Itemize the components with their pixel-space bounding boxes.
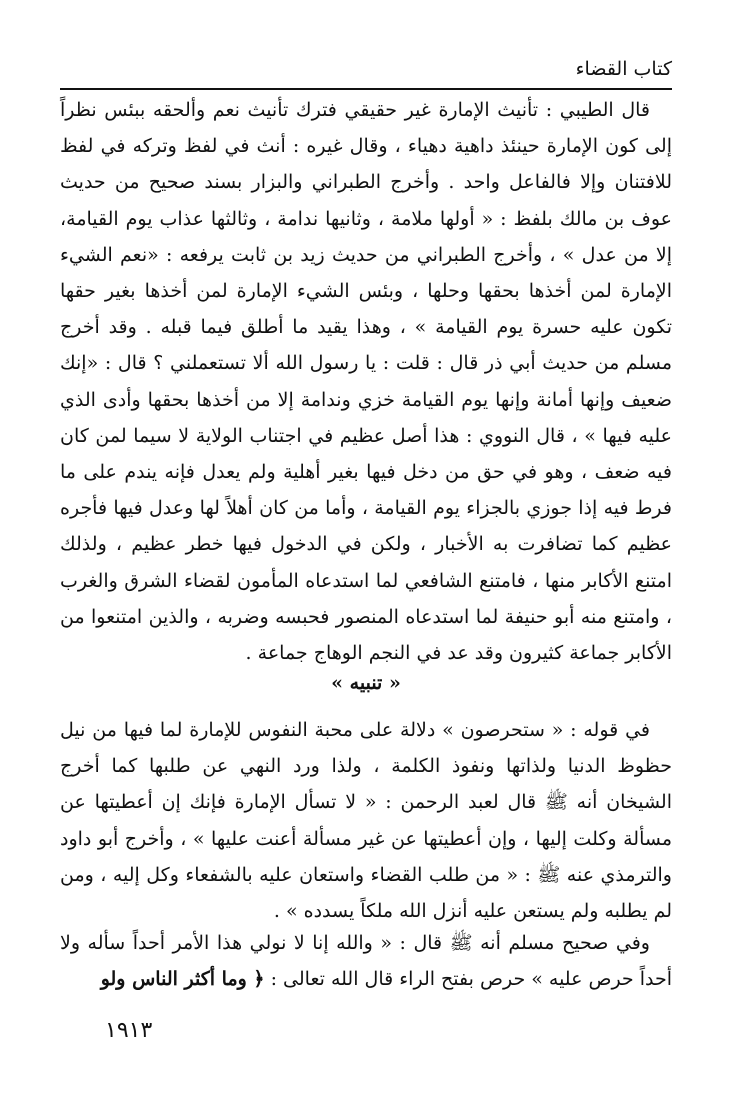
page-header <box>60 56 672 90</box>
main-text-block <box>60 92 672 671</box>
running-title: كتاب القضاء <box>575 58 672 80</box>
paragraph-tibi-commentary: قال الطيبي : تأنيث الإمارة غير حقيقي فترك تأنيث نعم وألحقه ببئس نظراً إلى كون الإمارة حينئذ داهية دهياء ، وقال غيره : أنث في لفظ وتركه في لفظ للافتنان وإلا فالفاعل واحد . وأخرج الطبراني والبزار بسند صحيح من حديث عوف بن مالك بلفظ : « أولها ملامة ، وثانيها ندامة ، وثالثها عذاب يوم القيامة، إلا من عدل » ، وأخرج الطبراني من حديث زيد بن ثابت يرفعه : «نعم الشيء الإمارة لمن أخذها بحقها وحلها ، وبئس الشيء الإمارة لمن أخذها بغير حقها تكون عليه حسرة يوم القيامة » ، وهذا يقيد ما أطلق فيما قبله . وقد أخرج مسلم من حديث أبي ذر قال : قلت : يا رسول الله ألا تستعملني ؟ قال : «إنك ضعيف وإنها أمانة وإنها يوم القيامة خزي وندامة إلا من أخذها بحقها وأدى الذي عليه فيها » ، قال النووي : هذا أصل عظيم في اجتناب الولاية لا سيما لمن كان فيه ضعف ، وهو في حق من دخل فيها بغير أهلية ولم يعدل فإنه يندم على ما فرط فيه إذا جوزي بالجزاء يوم القيامة ، وأما من كان أهلاً لها وعدل فيها فأجره عظيم كما تضافرت به الأخبار ، ولكن في الدخول فيها خطر عظيم ، ولذلك امتنع الأكابر منها ، فامتنع الشافعي لما استدعاه المأمون لقضاء الشرق والغرب ، وامتنع منه أبو حنيفة لما استدعاه المنصور فحبسه وضربه ، والذين امتنعوا من الأكابر جماعة كثيرون وقد عد في النجم الوهاج جماعة . <box>60 99 672 665</box>
page-number: ١٩١٣ <box>105 1018 153 1043</box>
paragraph-tanbih: في قوله : « ستحرصون » دلالة على محبة النفوس للإمارة لما فيها من نيل حظوظ الدنيا ولذاتها ونفوذ الكلمة ، ولذا ورد النهي عن طلبها كما أخرج الشيخان أنه ﷺ قال لعبد الرحمن : « لا تسأل الإمارة فإنك إن أعطيتها عن مسألة وكلت إليها ، وإن أعطيتها عن غير مسألة أعنت عليها » ، وأخرج أبو داود والترمذي عنه ﷺ : « من طلب القضاء واستعان عليه بالشفعاء وكل إليه ، ومن لم يطلبه ولم يستعن عليه أنزل الله ملكاً يسدده » . <box>60 719 672 923</box>
tanbih-text-block <box>60 712 672 929</box>
paragraph-sahih-muslim <box>60 925 672 997</box>
sahih-muslim-text-block <box>60 925 672 997</box>
sahih-muslim-text: وفي صحيح مسلم أنه ﷺ قال : « والله إنا لا نولي هذا الأمر أحداً سأله ولا أحداً حرص عليه » حرص بفتح الراء قال الله تعالى : <box>60 932 672 991</box>
section-heading-tanbih: « تنبيه » <box>331 672 401 694</box>
quran-quote: ﴿ وما أكثر الناس ولو <box>100 968 265 991</box>
